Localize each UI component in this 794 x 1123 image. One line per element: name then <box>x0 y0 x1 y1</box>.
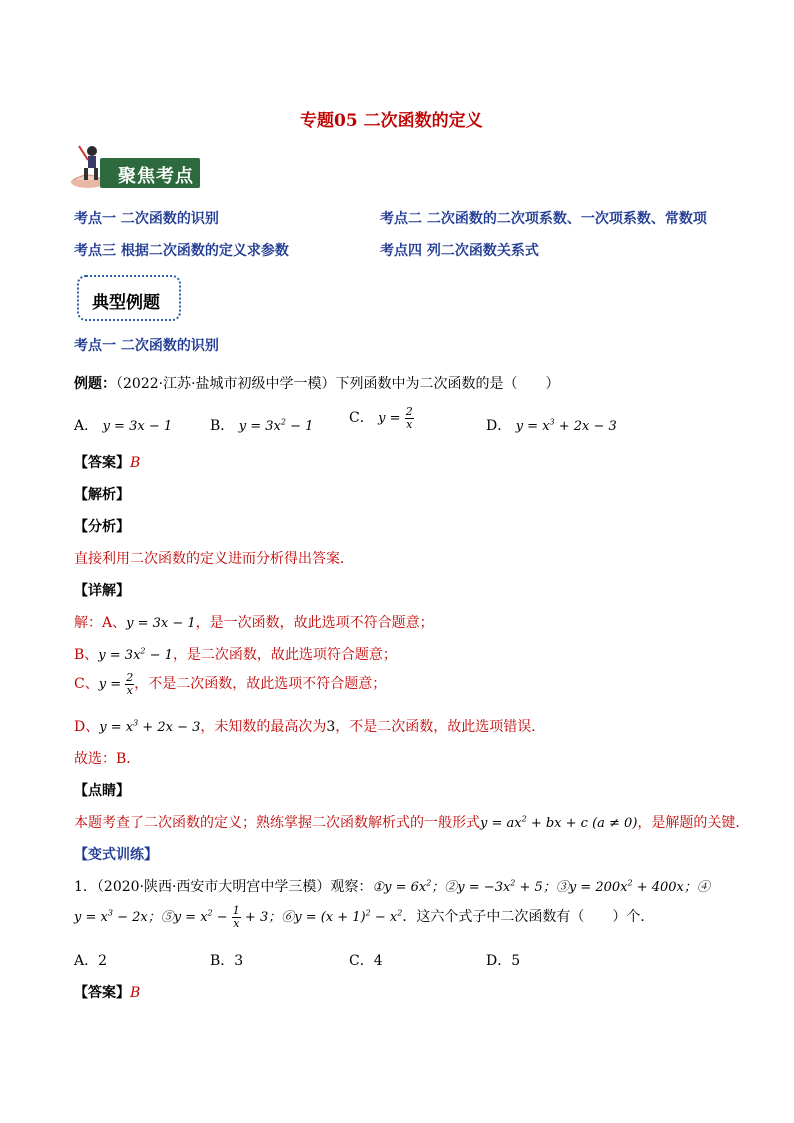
page-title: 专题05 二次函数的定义 <box>300 111 483 131</box>
q1-formulas-1: ①y = $6x^2$；②y = $-3x^2 + 5$；③y = $200x^2 + 400x$；④ <box>372 878 710 895</box>
detail-line-c: C、y = $\frac{2}{x}$ ，不是二次函数，故此选项不符合题意； <box>74 671 387 697</box>
q1-formulas-2: $y = x^3 - 2x$；⑤y = $x^2$ − $\frac{1}{x}$ + 3；⑥y = $(x + 1)^2 - x^2$ <box>74 904 403 930</box>
option-d-formula: $y = x^3 + 2x - 3$ <box>515 417 617 434</box>
detail-c-formula: y = $\frac{2}{x}$ <box>98 671 134 697</box>
detail-d-text1: ，未知数的最高次为 <box>200 719 327 735</box>
detail-d-formula: $y = x^3 + 2x - 3$ <box>99 718 201 735</box>
topic-3: 考点三 根据二次函数的定义求参数 <box>74 243 289 259</box>
q1-text2: ．这六个式子中二次函数有（ ）个． <box>402 909 655 925</box>
detail-c-letter: C <box>74 676 85 692</box>
variation-q1-line1 <box>74 876 710 896</box>
variation-answer-label: 【答案】 <box>74 985 130 1001</box>
dianjing-label: 【点睛】 <box>74 783 130 799</box>
variation-option-a: A．2 <box>74 953 108 969</box>
variation-option-b: B．3 <box>210 953 244 969</box>
dianjing-line <box>74 812 749 832</box>
option-d-label: D． <box>486 418 512 434</box>
variation-option-c: C．4 <box>349 953 383 969</box>
dianjing-formula: $y = ax^2$ + bx + c (a ≠ 0) <box>480 814 638 831</box>
answer-line <box>74 452 140 472</box>
option-c-label: C． <box>349 410 374 426</box>
variation-label: 【变式训练】 <box>74 847 158 863</box>
section-heading: 考点一 二次函数的识别 <box>74 338 219 354</box>
fenxi-label: 【分析】 <box>74 519 130 535</box>
option-b-formula: $y = 3x^2 - 1$ <box>238 417 314 434</box>
option-c <box>349 406 414 431</box>
option-c-formula: y = $\frac{2}{x}$ <box>378 405 413 431</box>
option-a-formula: y = 3x − 1 <box>102 419 173 434</box>
dianjing-text2: ，是解题的关键． <box>637 815 750 831</box>
detail-label: 【详解】 <box>74 583 130 599</box>
option-b-label: B． <box>210 418 235 434</box>
detail-line-a: 解：A、y = 3x − 1，是一次函数，故此选项不符合题意； <box>74 615 434 631</box>
fenxi-text: 直接利用二次函数的定义进而分析得出答案． <box>74 551 354 567</box>
detail-a-letter: A <box>102 615 113 631</box>
option-b <box>210 415 313 435</box>
option-a-label: A． <box>74 418 99 434</box>
typical-examples-label: 典型例题 <box>92 293 160 313</box>
detail-conclusion <box>74 748 140 768</box>
badge-label: 聚焦考点 <box>118 166 194 187</box>
detail-d-letter: D <box>74 719 86 735</box>
detail-a-text: ，是一次函数，故此选项不符合题意； <box>195 615 434 631</box>
detail-d-num: 3 <box>326 719 336 735</box>
detail-a-formula: y = 3x − 1 <box>126 616 196 631</box>
q1-text1: 1．（2020·陕西·西安市大明宫中学三模）观察： <box>74 879 373 895</box>
detail-b-text: ，是二次函数，故此选项符合题意； <box>172 647 397 663</box>
variation-q1-line2 <box>74 905 654 930</box>
detail-d-text2: ，不是二次函数，故此选项错误． <box>335 719 546 735</box>
topic-4: 考点四 列二次函数关系式 <box>380 243 539 259</box>
option-a <box>74 415 172 435</box>
detail-b-formula: $y = 3x^2 - 1$ <box>98 646 173 663</box>
topic-2: 考点二 二次函数的二次项系数、一次项系数、常数项 <box>380 211 707 227</box>
analysis-label: 【解析】 <box>74 487 130 503</box>
option-d <box>486 415 617 435</box>
example-question <box>74 373 560 393</box>
answer-value: B <box>130 455 141 471</box>
topic-1: 考点一 二次函数的识别 <box>74 211 219 227</box>
example-text: （2022·江苏·盐城市初级中学一模）下列函数中为二次函数的是（ ） <box>116 376 560 392</box>
jie-label: 解： <box>74 615 102 631</box>
guxuan-answer: B． <box>116 751 141 767</box>
answer-label: 【答案】 <box>74 455 130 471</box>
detail-line-d: D、$y = x^3 + 2x - 3$，未知数的最高次为3，不是二次函数，故此选项错误． <box>74 718 546 735</box>
variation-answer-value: B <box>130 985 141 1001</box>
detail-c-text: ，不是二次函数，故此选项不符合题意； <box>134 676 387 692</box>
variation-answer <box>74 982 140 1002</box>
guxuan-label: 故选： <box>74 751 116 767</box>
detail-line-b: B、$y = 3x^2 - 1$，是二次函数，故此选项符合题意； <box>74 646 397 663</box>
detail-b-letter: B <box>74 647 85 663</box>
example-label: 例题： <box>74 376 116 392</box>
dianjing-text1: 本题考查了二次函数的定义；熟练掌握二次函数解析式的一般形式 <box>74 815 480 831</box>
variation-option-d: D．5 <box>486 953 521 969</box>
